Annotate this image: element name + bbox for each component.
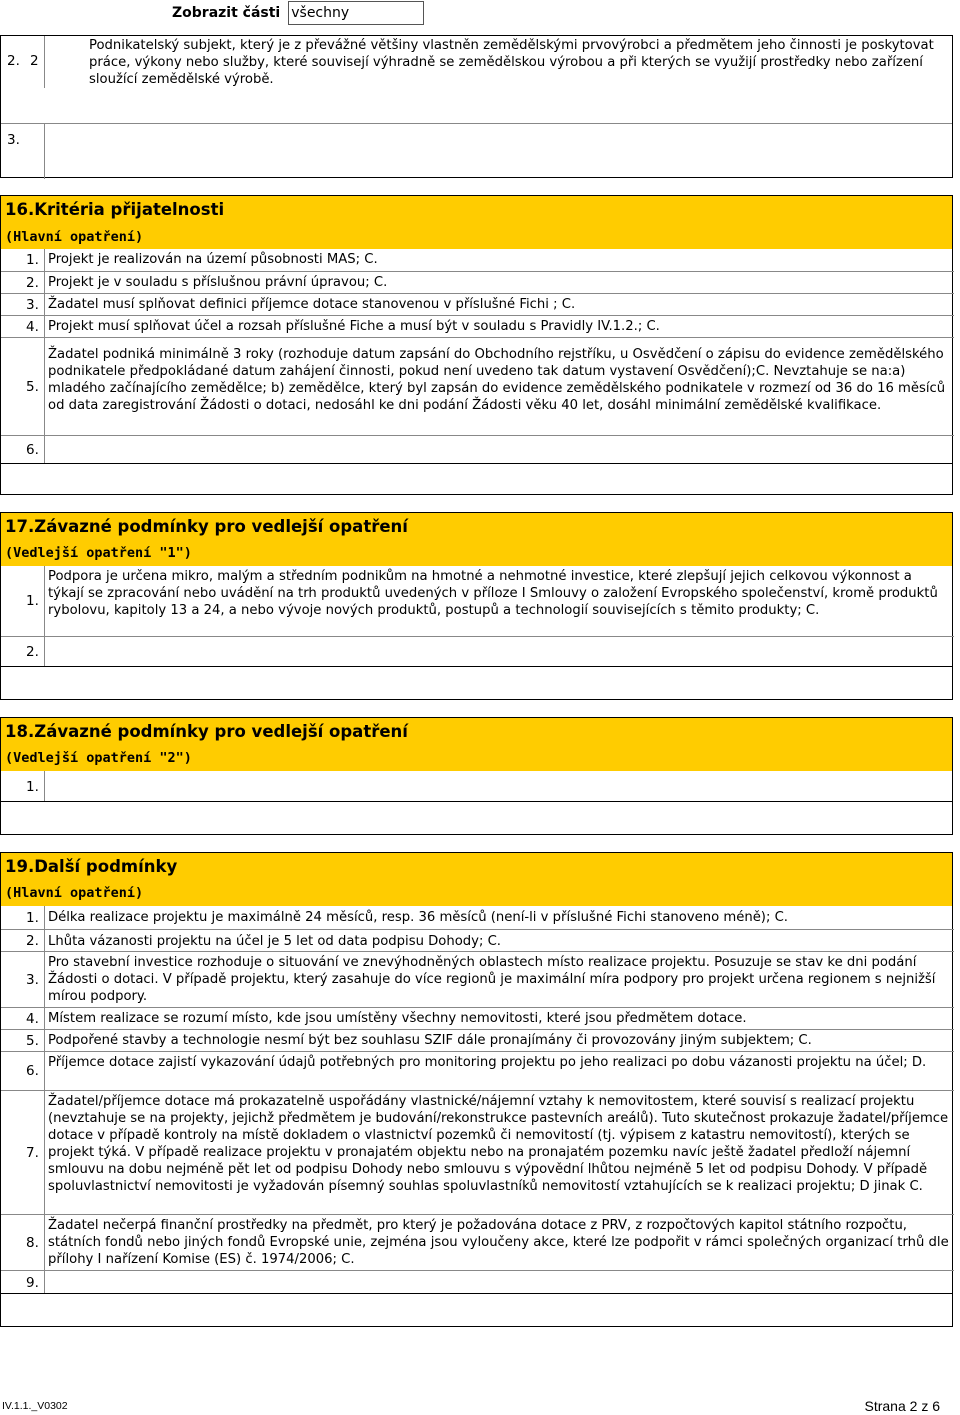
item-number: 2. [1, 637, 45, 667]
item-number: 3. [1, 952, 45, 1007]
section-18-subtitle: (Vedlejší opatření "2") [5, 750, 192, 766]
section-16-title: 16.Kritéria přijatelnosti [5, 200, 225, 219]
list-item [1, 566, 954, 636]
item-number: 3. [1, 294, 45, 315]
item-number: 1. [1, 566, 45, 636]
item-text: Podpořené stavby a technologie nesmí být bez souhlasu SZIF dále pronajímány či provozovány jiným subjektem; C. [48, 1033, 812, 1048]
item-number: 1. [1, 249, 45, 271]
section-16-spacer [0, 463, 953, 495]
item-text: Žadatel/příjemce dotace má prokazatelně uspořádány vlastnické/nájemní vztahy k nemovitostem, které souvisí s realizací projektu (nevztahuje se na projekty, jejichž předmětem je budování/rekonstrukce pastevních areálů). Tuto skutečnost prokazuje žadatel/příjemce dotace v případě kontroly na místě dokladem o vlastnictví pozemků či nemovitostí (tj. výpisem z katastru nemovitostí), kterých se projekt týká. V případě realizace projektu v pronajatém objektu nebo na pronajatém pozemku navíc ještě žadatel předloží nájemní smlouvu na dobu nejméně pět let od podpisu Dohody nebo smlouvu s výpovědní lhůtou nejméně 5 let od podpisu Dohody. V případě spoluvlastnictví nemovitosti je vyžadován písemný souhlas spoluvlastníků nemovitostí vztahujících se k realizaci projektu; D jinak C. [48, 1094, 949, 1194]
visibility-selector [172, 0, 424, 26]
item-number: 9. [1, 1271, 45, 1294]
list-item [1, 636, 954, 667]
top-row3-num-cell [1, 123, 45, 179]
section-18-spacer [0, 801, 953, 835]
list-item [1, 929, 954, 951]
list-item [1, 271, 954, 293]
section-18-title: 18.Závazné podmínky pro vedlejší opatření [5, 722, 408, 741]
item-text: Délka realizace projektu je maximálně 24 měsíců, resp. 36 měsíců (není-li v příslušné Fichi stanoveno méně); C. [48, 910, 788, 925]
list-item [1, 337, 954, 435]
section-17-header [0, 512, 953, 567]
section-17-title: 17.Závazné podmínky pro vedlejší opatření [5, 517, 408, 536]
item-number: 1. [1, 771, 45, 802]
section-19-header [0, 852, 953, 907]
item-number: 4. [1, 316, 45, 337]
section-18-header [0, 717, 953, 772]
document-code: IV.1.1._V0302 [2, 1400, 68, 1412]
section-16-header [0, 195, 953, 250]
item-number: 2. [1, 272, 45, 293]
section-16-table [0, 249, 953, 464]
item-number: 6. [1, 1052, 45, 1090]
top-row2-subnum: 2 [30, 53, 39, 69]
section-19-subtitle: (Hlavní opatření) [5, 885, 144, 901]
list-item [1, 293, 954, 315]
list-item [1, 771, 954, 802]
page-number: Strana 2 z 6 [864, 1398, 940, 1414]
item-text: Žadatel nečerpá finanční prostředky na předmět, pro který je požadována dotace z PRV, z rozpočtových kapitol státního rozpočtu, státních fondů nebo jiných fondů Evropské unie, zejména jsou vyloučeny akce, které lze podpořit v rámci společných organizací trhů dle přílohy I nařízení Komise (ES) č. 1974/2006; C. [48, 1218, 949, 1267]
item-number: 8. [1, 1215, 45, 1270]
list-item [1, 1090, 954, 1214]
item-number: 5. [1, 338, 45, 435]
list-item [1, 315, 954, 337]
list-item [1, 1214, 954, 1270]
list-item [1, 1029, 954, 1051]
section-16-subtitle: (Hlavní opatření) [5, 229, 144, 245]
section-19-spacer [0, 1293, 953, 1327]
top-row2-num-cell [1, 36, 45, 88]
top-row3-divider [45, 123, 952, 124]
top-row2-text: Podnikatelský subjekt, který je z převážné většiny vlastněn zemědělskými prvovýrobci a předmětem jeho činnosti je poskytovat práce, výkony nebo služby, které souvisejí výhradně se zemědělskou výrobou a při kterých se využijí prostředky nebo zařízení sloužící zemědělské výrobě. [89, 38, 934, 87]
section-18-table [0, 771, 953, 802]
visibility-label: Zobrazit části [172, 5, 281, 21]
visibility-select[interactable]: všechny [288, 1, 424, 25]
list-item [1, 1270, 954, 1294]
item-text: Projekt je realizován na území působnosti MAS; C. [48, 252, 378, 267]
item-number: 2. [1, 930, 45, 951]
item-number: 4. [1, 1008, 45, 1029]
section-17-spacer [0, 666, 953, 700]
item-text: Lhůta vázanosti projektu na účel je 5 let od data podpisu Dohody; C. [48, 934, 501, 949]
section-17-subtitle: (Vedlejší opatření "1") [5, 545, 192, 561]
item-number: 6. [1, 436, 45, 464]
item-text: Projekt musí splňovat účel a rozsah příslušné Fiche a musí být v souladu s Pravidly IV.1.2.; C. [48, 319, 660, 334]
list-item [1, 1051, 954, 1090]
section-19-title: 19.Další podmínky [5, 857, 178, 876]
item-text: Příjemce dotace zajistí vykazování údajů potřebných pro monitoring projektu po jeho realizaci po dobu vázanosti projektu na účel; D. [48, 1055, 927, 1070]
top-row2-num: 2. [7, 53, 20, 69]
item-number: 5. [1, 1030, 45, 1051]
top-row3-num: 3. [7, 132, 20, 148]
top-block [0, 35, 953, 178]
list-item [1, 906, 954, 929]
item-text: Žadatel musí splňovat definici příjemce dotace stanovenou v příslušné Fichi ; C. [48, 297, 576, 312]
item-text: Podpora je určena mikro, malým a středním podnikům na hmotné a nehmotné investice, které zlepšují jejich celkovou výkonnost a týkají se zpracování nebo uvádění na trh produktů uvedených v příloze I Smlouvy o založení Evropského společenství, kromě produktů rybolovu, kapitoly 13 a 24, a nebo vývoje nových produktů, postupů a technologií souvisejících s těmito produkty; C. [48, 569, 938, 618]
list-item [1, 249, 954, 271]
list-item [1, 1007, 954, 1029]
item-text: Projekt je v souladu s příslušnou právní úpravou; C. [48, 275, 388, 290]
section-17-table [0, 566, 953, 667]
section-19-table [0, 906, 953, 1294]
item-number: 7. [1, 1091, 45, 1214]
list-item [1, 435, 954, 464]
item-text: Pro stavební investice rozhoduje o situování ve znevýhodněných oblastech místo realizace projektu. Posuzuje se stav ke dni podání Žádosti o dotaci. V případě projektu, který zasahuje do více regionů je maximální míra podpory pro projekt určena regionem s nejnižší mírou podpory. [48, 955, 936, 1004]
item-number: 1. [1, 906, 45, 929]
item-text: Žadatel podniká minimálně 3 roky (rozhoduje datum zapsání do Obchodního rejstříku, u Osvědčení o zápisu do evidence zemědělského podnikatele předpokládané datum zahájení činnosti, pokud není uvedeno tak datum vystavení Osvědčení);C. Nevztahuje se na:a) mladého začínajícího zemědělce; b) zemědělce, který byl zapsán do evidence zemědělského podnikatele v rozmezí od 36 do 16 měsíců od data zaregistrování Žádosti o dotaci, nedosáhl ke dni podání Žádosti věku 40 let, dosáhl minimální zemědělské kvalifikace. [48, 347, 946, 413]
list-item [1, 951, 954, 1007]
item-text: Místem realizace se rozumí místo, kde jsou umístěny všechny nemovitosti, které jsou předmětem dotace. [48, 1011, 747, 1026]
